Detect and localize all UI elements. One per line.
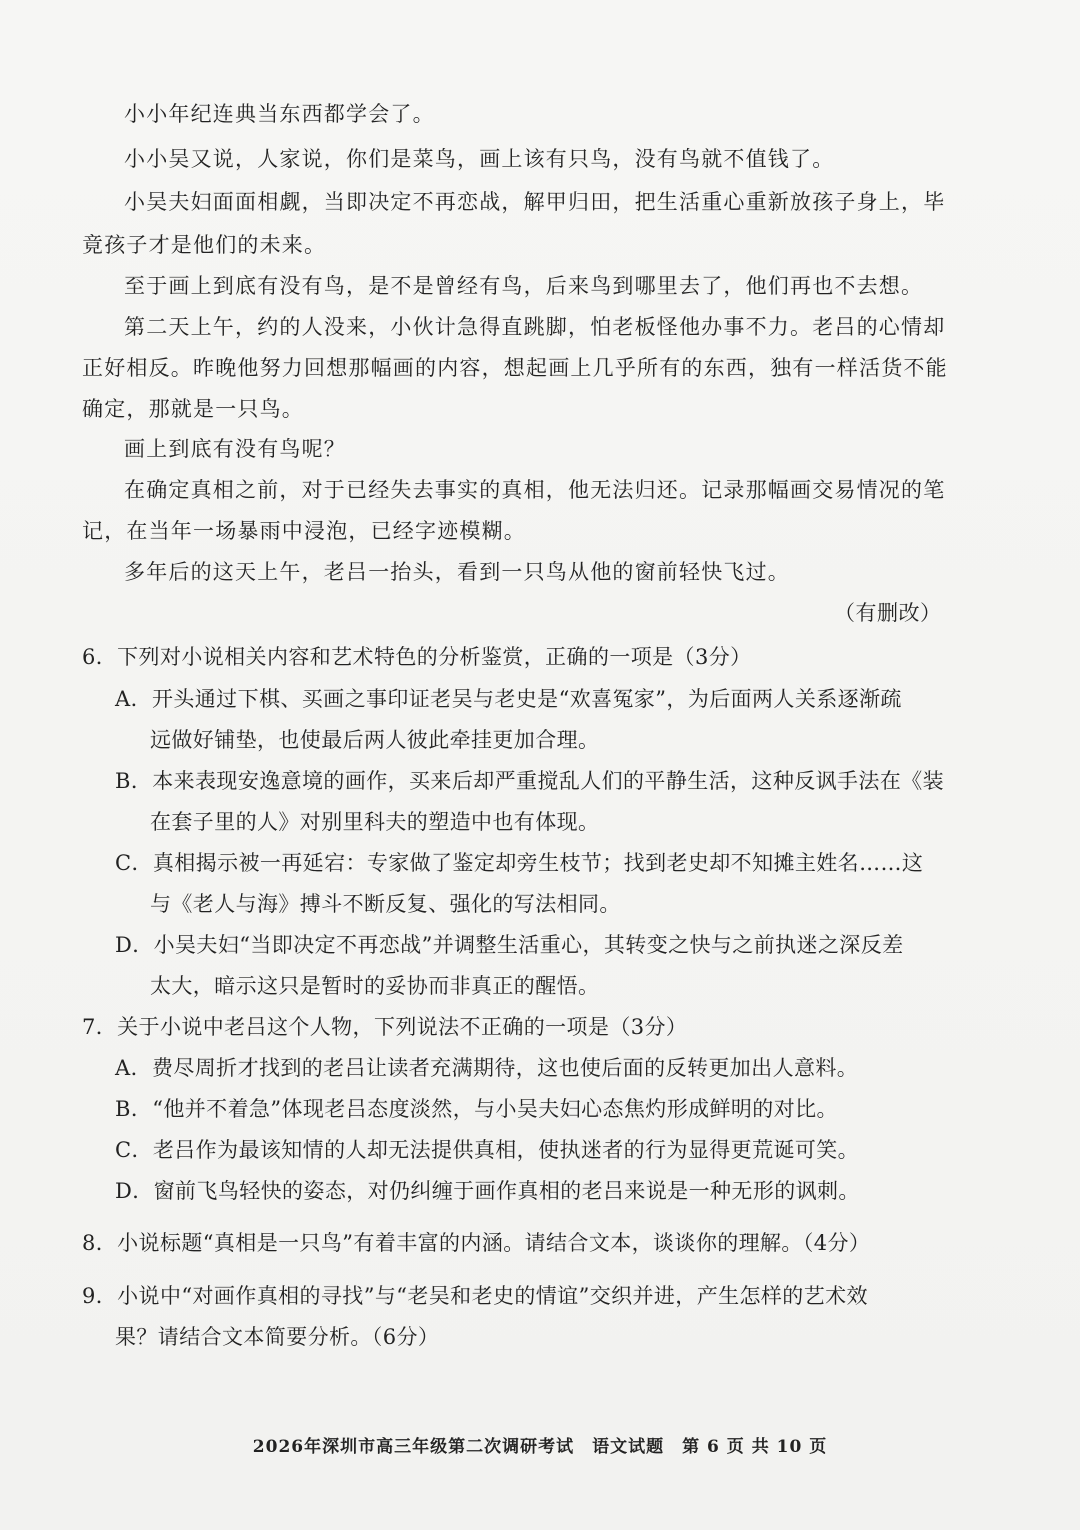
passage-line: 第二天上午，约的人没来，小伙计急得直跳脚，怕老板怪他办事不力。老吕的心情却 [124, 315, 946, 339]
passage-line: 正好相反。昨晚他努力回想那幅画的内容，想起画上几乎所有的东西，独有一样活货不能 [82, 356, 948, 380]
passage-line: 记，在当年一场暴雨中浸泡，已经字迹模糊。 [82, 519, 526, 543]
question-6-option-d: D．小吴夫妇“当即决定不再恋战”并调整生活重心，其转变之快与之前执迷之深反差 [115, 933, 904, 957]
passage-line: 小小年纪连典当东西都学会了。 [124, 102, 435, 126]
question-6-option-d-cont: 太大，暗示这只是暂时的妥协而非真正的醒悟。 [150, 974, 600, 998]
passage-line: 小小吴又说，人家说，你们是菜鸟，画上该有只鸟，没有鸟就不值钱了。 [124, 147, 835, 171]
passage-line: 多年后的这天上午，老吕一抬头，看到一只鸟从他的窗前轻快飞过。 [124, 560, 790, 584]
question-6-option-b: B．本来表现安逸意境的画作，买来后却严重搅乱人们的平静生活，这种反讽手法在《装 [115, 769, 945, 793]
question-9-cont: 果？请结合文本简要分析。（6分） [115, 1325, 440, 1349]
question-7-option-d: D．窗前飞鸟轻快的姿态，对仍纠缠于画作真相的老吕来说是一种无形的讽刺。 [115, 1179, 860, 1203]
passage-line: 画上到底有没有鸟呢？ [124, 437, 346, 461]
passage-line: 至于画上到底有没有鸟，是不是曾经有鸟，后来鸟到哪里去了，他们再也不去想。 [124, 274, 924, 298]
passage-line: 在确定真相之前，对于已经失去事实的真相，他无法归还。记录那幅画交易情况的笔 [124, 478, 946, 502]
passage-line: 竟孩子才是他们的未来。 [82, 233, 327, 257]
question-8: 8．小说标题“真相是一只鸟”有着丰富的内涵。请结合文本，谈谈你的理解。（4分） [82, 1231, 871, 1255]
source-note: （有删改） [834, 601, 942, 625]
question-7-option-c: C．老吕作为最该知情的人却无法提供真相，使执迷者的行为显得更荒诞可笑。 [115, 1138, 860, 1162]
question-7-option-a: A．费尽周折才找到的老吕让读者充满期待，这也使后面的反转更加出人意料。 [115, 1056, 859, 1080]
page-footer: 2026年深圳市高三年级第二次调研考试 语文试题 第 6 页 共 10 页 [252, 1437, 828, 1457]
question-9: 9．小说中“对画作真相的寻找”与“老吴和老史的情谊”交织并进，产生怎样的艺术效 [82, 1284, 868, 1308]
passage-line: 小吴夫妇面面相觑，当即决定不再恋战，解甲归田，把生活重心重新放孩子身上，毕 [124, 190, 946, 214]
question-6-option-a-cont: 远做好铺垫，也使最后两人彼此牵挂更加合理。 [150, 728, 600, 752]
question-6-option-c-cont: 与《老人与海》搏斗不断反复、强化的写法相同。 [150, 892, 621, 916]
question-6-option-b-cont: 在套子里的人》对别里科夫的塑造中也有体现。 [150, 810, 600, 834]
question-7-option-b: B．“他并不着急”体现老吕态度淡然，与小吴夫妇心态焦灼形成鲜明的对比。 [115, 1097, 838, 1121]
question-6-stem: 6．下列对小说相关内容和艺术特色的分析鉴赏，正确的一项是（3分） [82, 645, 752, 669]
question-7-stem: 7．关于小说中老吕这个人物，下列说法不正确的一项是（3分） [82, 1015, 688, 1039]
passage-line: 确定，那就是一只鸟。 [82, 397, 304, 421]
question-6-option-c: C．真相揭示被一再延宕：专家做了鉴定却旁生枝节；找到老史却不知摊主姓名……这 [115, 851, 924, 875]
question-6-option-a: A．开头通过下棋、买画之事印证老吴与老史是“欢喜冤家”，为后面两人关系逐渐疏 [115, 687, 902, 711]
